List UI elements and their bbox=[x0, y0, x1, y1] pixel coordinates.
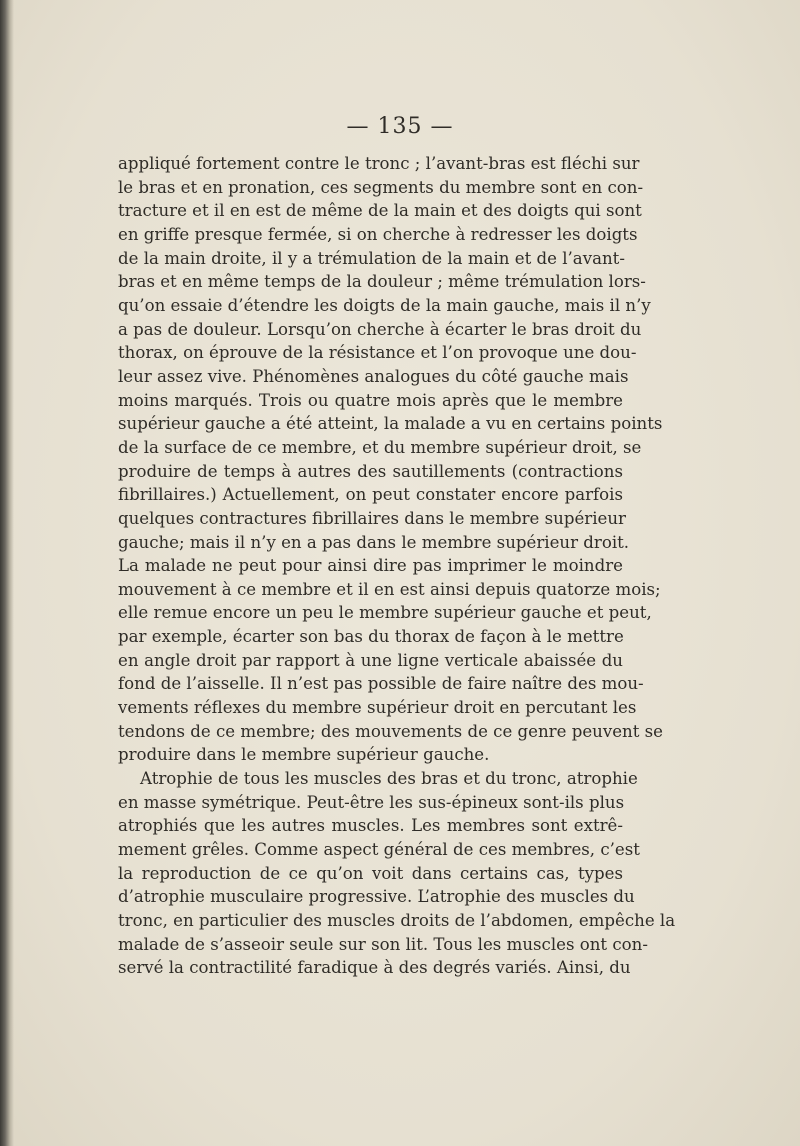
text-line: La malade ne peut pour ainsi dire pas imprimer le moindre bbox=[118, 556, 623, 576]
text-line: tendons de ce membre; des mouvements de ce genre peuvent se bbox=[118, 721, 663, 741]
text-line: en griffe presque fermée, si on cherche à redresser les doigts bbox=[118, 224, 638, 244]
text-line: fond de l’aisselle. Il n’est pas possible de faire naître des mou- bbox=[118, 674, 644, 694]
text-line: de la main droite, il y a trémulation de la main et de l’avant- bbox=[118, 248, 625, 268]
text-line: la reproduction de ce qu’on voit dans certains cas, types bbox=[118, 863, 623, 883]
text-line: produire de temps à autres des sautillements (contractions bbox=[118, 461, 623, 481]
text-line: gauche; mais il n’y en a pas dans le membre supérieur droit. bbox=[118, 532, 630, 552]
text-line: moins marqués. Trois ou quatre mois après que le membre bbox=[118, 390, 623, 410]
body-text bbox=[118, 152, 676, 980]
binding-edge bbox=[0, 0, 14, 1146]
paragraph-end-line: produire dans le membre supérieur gauche. bbox=[118, 745, 490, 765]
text-line: appliqué fortement contre le tronc ; l’avant-bras est fléchi sur bbox=[118, 154, 640, 173]
text-line: mouvement à ce membre et il en est ainsi depuis quatorze mois; bbox=[118, 579, 661, 599]
text-line: a pas de douleur. Lorsqu’on cherche à écarter le bras droit du bbox=[118, 319, 642, 339]
text-line: vements réflexes du membre supérieur droit en percutant les bbox=[118, 698, 637, 718]
text-line: supérieur gauche a été atteint, la malade a vu en certains points bbox=[118, 414, 663, 434]
text-line: bras et en même temps de la douleur ; même trémulation lors- bbox=[118, 272, 646, 292]
text-line: elle remue encore un peu le membre supérieur gauche et peut, bbox=[118, 603, 652, 623]
text-line: tracture et il en est de même de la main et des doigts qui sont bbox=[118, 201, 642, 221]
text-line: leur assez vive. Phénomènes analogues du côté gauche mais bbox=[118, 366, 629, 386]
text-line: thorax, on éprouve de la résistance et l’on provoque une dou- bbox=[118, 343, 637, 363]
text-line: malade de s’asseoir seule sur son lit. Tous les muscles ont con- bbox=[118, 934, 648, 954]
text-line: d’atrophie musculaire progressive. L’atrophie des muscles du bbox=[118, 887, 635, 907]
text-line: quelques contractures fibrillaires dans le membre supérieur bbox=[118, 508, 626, 528]
text-line: le bras et en pronation, ces segments du membre sont en con- bbox=[118, 177, 644, 197]
text-line: tronc, en particulier des muscles droits de l’abdomen, empêche la bbox=[118, 911, 676, 930]
text-line: par exemple, écarter son bas du thorax de façon à le mettre bbox=[118, 627, 624, 647]
text-line: qu’on essaie d’étendre les doigts de la main gauche, mais il n’y bbox=[118, 295, 651, 315]
page-number: — 135 — bbox=[346, 114, 454, 139]
text-line: atrophiés que les autres muscles. Les membres sont extrê- bbox=[118, 816, 623, 836]
paragraph-start-line: Atrophie de tous les muscles des bras et du tronc, atrophie bbox=[140, 769, 638, 789]
text-line: de la surface de ce membre, et du membre supérieur droit, se bbox=[118, 437, 642, 457]
text-line: servé la contractilité faradique à des degrés variés. Ainsi, du bbox=[118, 958, 631, 978]
text-line: mement grêles. Comme aspect général de ces membres, c’est bbox=[118, 840, 640, 860]
text-line: fibrillaires.) Actuellement, on peut constater encore parfois bbox=[118, 485, 623, 505]
text-line: en masse symétrique. Peut-être les sus-épineux sont-ils plus bbox=[118, 792, 625, 812]
text-line: en angle droit par rapport à une ligne verticale abaissée du bbox=[118, 650, 623, 670]
